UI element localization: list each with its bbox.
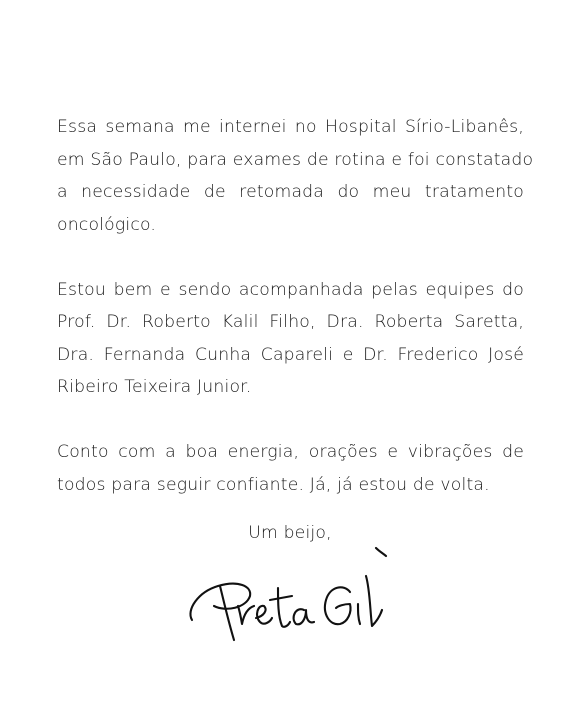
handwritten-signature [180,540,400,650]
letter-body [57,111,534,534]
paragraph-line: todos para seguir confiante. Já, já estou de volta. [57,474,490,495]
paragraph-1 [57,111,534,241]
paragraph-2 [57,274,524,404]
paragraph-line: Prof. Dr. Roberto Kalil Filho, Dra. Roberta Saretta, [57,312,524,332]
paragraph-line: oncológico. [57,214,157,235]
paragraph-line: Ribeiro Teixeira Junior. [57,377,252,397]
paragraph-line: Estou bem e sendo acompanhada pelas equipes do [57,279,524,300]
closing-text: Um beijo, [248,523,332,543]
paragraph-line: em São Paulo, para exames de rotina e foi constatado [57,149,534,170]
paragraph-line: Essa semana me internei no Hospital Sírio-Libanês, [57,117,524,137]
paragraph-line: a necessidade de retomada do meu tratamento [57,182,524,202]
paragraph-3 [57,436,524,501]
paragraph-line: Dra. Fernanda Cunha Capareli e Dr. Frederico José [57,344,524,365]
paragraph-line: Conto com a boa energia, orações e vibrações de [57,442,524,462]
